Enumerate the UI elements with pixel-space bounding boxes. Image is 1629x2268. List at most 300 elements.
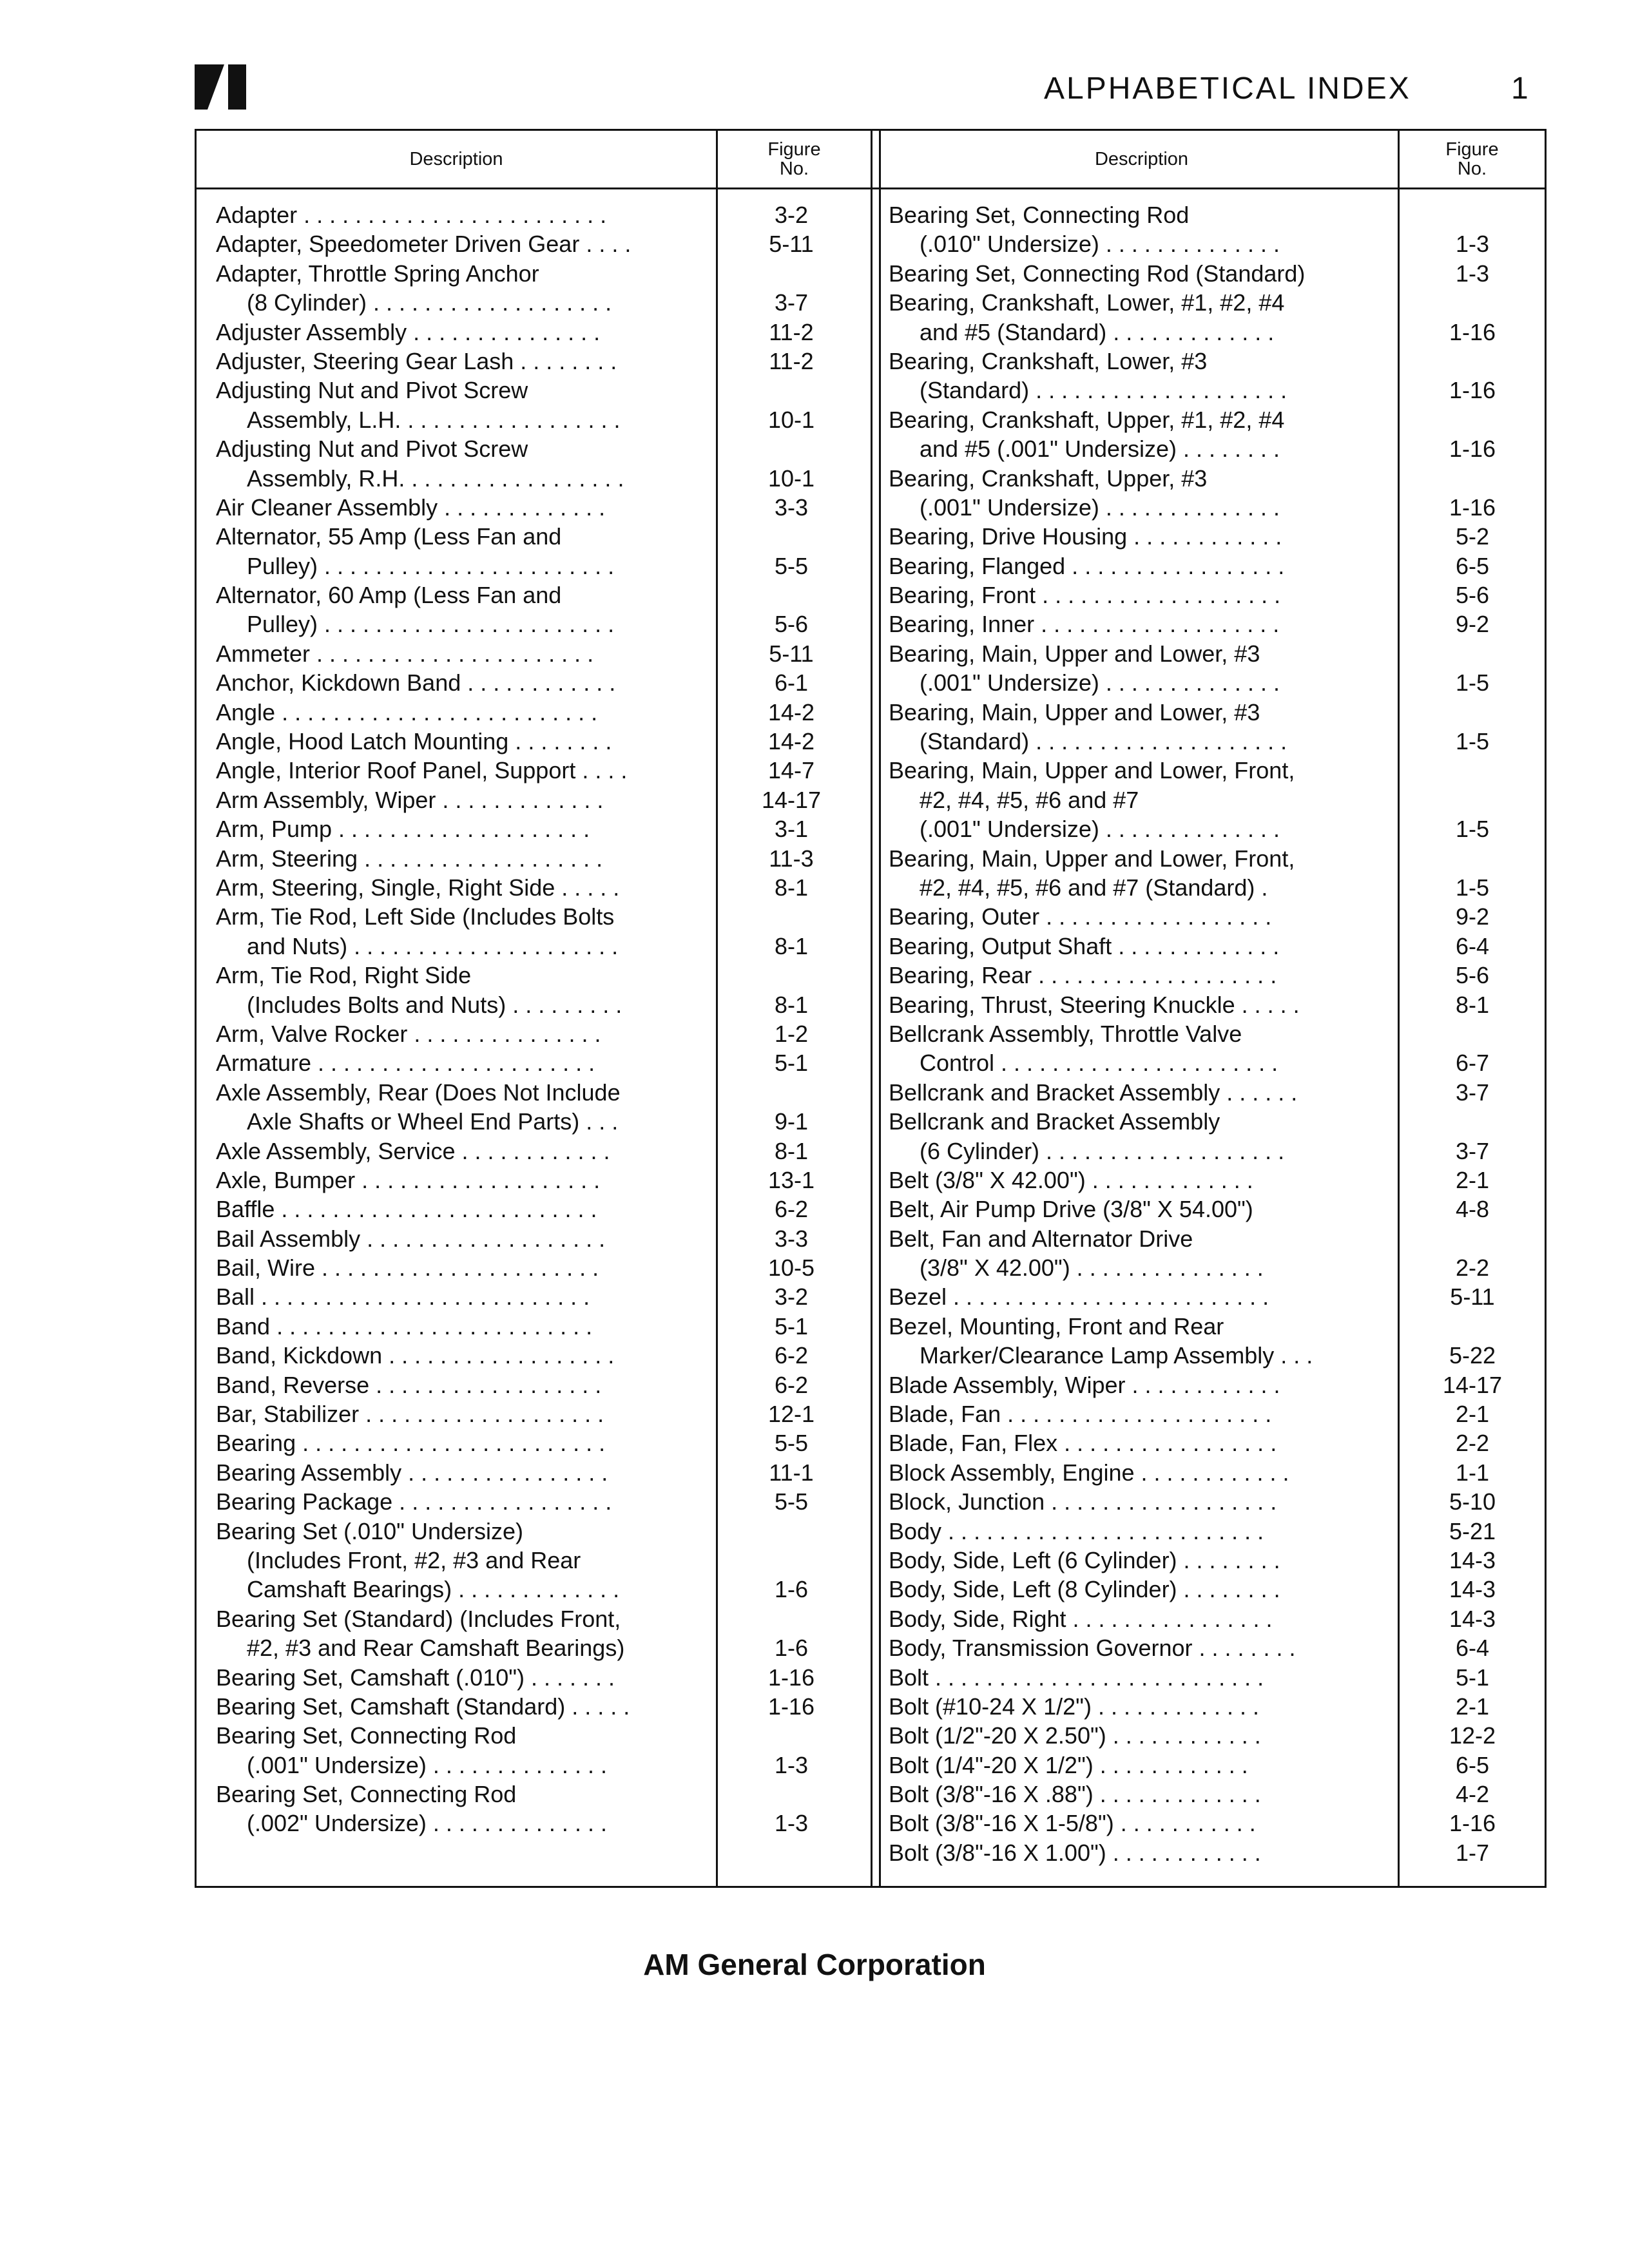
entry-figure-number: 5-11 (769, 231, 814, 258)
left-index-list (216, 200, 871, 1838)
entry-figure-number: 2-2 (1455, 1254, 1490, 1282)
left-figure-header: Figure No. (767, 139, 821, 179)
index-entry (889, 581, 1545, 610)
company-footer: AM General Corporation (643, 1948, 986, 1981)
entry-description: Body, Side, Left (8 Cylinder) . . . . . . . . (889, 1576, 1280, 1603)
entry-description: Body, Side, Right . . . . . . . . . . . . . . . . (889, 1605, 1273, 1632)
entry-figure-number: 4-2 (1455, 1781, 1490, 1808)
index-entry (216, 552, 871, 581)
entry-description: Arm, Steering, Single, Right Side . . . . . (216, 874, 620, 901)
entry-figure-number: 5-21 (1449, 1517, 1496, 1544)
entry-description: Bearing, Output Shaft . . . . . . . . . . . . . (889, 932, 1280, 959)
entry-description: Pulley) . . . . . . . . . . . . . . . . . . . . . . . (247, 552, 615, 579)
index-entry (889, 814, 1545, 843)
entry-description: Bearing, Thrust, Steering Knuckle . . . . . (889, 991, 1300, 1018)
index-entry (889, 1166, 1545, 1195)
entry-description: Blade Assembly, Wiper . . . . . . . . . . . . (889, 1371, 1280, 1398)
entry-description: Bolt (3/8"-16 X 1-5/8") . . . . . . . . . . . (889, 1810, 1256, 1837)
index-entry (216, 902, 871, 931)
entry-figure-number: 6-7 (1455, 1050, 1490, 1077)
entry-description: Blade, Fan . . . . . . . . . . . . . . . . . . . . . (889, 1401, 1272, 1428)
index-entry (889, 990, 1545, 1019)
entry-description: Arm, Pump . . . . . . . . . . . . . . . . . . . . (216, 816, 590, 843)
entry-description: Camshaft Bearings) . . . . . . . . . . . . . (247, 1576, 620, 1603)
index-entry (216, 785, 871, 814)
entry-description: Adjuster Assembly . . . . . . . . . . . . . . . (216, 318, 601, 345)
entry-description: Adjusting Nut and Pivot Screw (216, 377, 528, 404)
entry-figure-number: 1-16 (1449, 377, 1496, 404)
entry-description: (Includes Bolts and Nuts) . . . . . . . . . (247, 991, 622, 1018)
entry-figure-number: 5-6 (1455, 582, 1490, 609)
entry-description: Bezel . . . . . . . . . . . . . . . . . . . . . . . . . (889, 1283, 1269, 1311)
index-entry (889, 200, 1545, 229)
entry-figure-number: 11-1 (769, 1459, 814, 1486)
entry-figure-number: 8-1 (1455, 991, 1490, 1018)
entry-figure-number: 1-5 (1455, 728, 1490, 755)
index-entry (889, 961, 1545, 990)
entry-description: Bezel, Mounting, Front and Rear (889, 1312, 1224, 1340)
entry-description: Block Assembly, Engine . . . . . . . . . . . . (889, 1459, 1289, 1486)
entry-description: Angle . . . . . . . . . . . . . . . . . . . . . . . . . (216, 698, 598, 726)
entry-figure-number: 12-1 (767, 1401, 815, 1428)
entry-description: Bail, Wire . . . . . . . . . . . . . . . . . . . . . . (216, 1254, 599, 1282)
entry-figure-number: 2-1 (1455, 1693, 1490, 1720)
entry-description: Ball . . . . . . . . . . . . . . . . . . . . . . . . . . (216, 1283, 590, 1311)
index-entry (889, 1487, 1545, 1516)
entry-description: Baffle . . . . . . . . . . . . . . . . . . . . . . . . . (216, 1196, 597, 1223)
entry-figure-number: 1-3 (774, 1751, 809, 1778)
index-entry (889, 464, 1545, 493)
entry-description: and #5 (.001" Undersize) . . . . . . . . (920, 436, 1280, 463)
index-entry (216, 376, 871, 405)
entry-description: (6 Cylinder) . . . . . . . . . . . . . . . . . . . (920, 1137, 1285, 1164)
center-divider (871, 131, 881, 1886)
index-entry (216, 1633, 871, 1662)
entry-description: Blade, Fan, Flex . . . . . . . . . . . . . . . . . (889, 1430, 1277, 1457)
entry-description: Adapter, Speedometer Driven Gear . . . . (216, 231, 631, 258)
entry-description: and Nuts) . . . . . . . . . . . . . . . . . . . . . (247, 932, 619, 959)
index-entry (889, 493, 1545, 522)
index-entry (889, 522, 1545, 551)
index-entry (889, 1253, 1545, 1282)
entry-figure-number: 9-1 (774, 1108, 809, 1135)
entry-figure-number: 6-5 (1455, 552, 1490, 579)
entry-description: Body, Side, Left (6 Cylinder) . . . . . . . . (889, 1546, 1280, 1573)
entry-figure-number: 12-2 (1449, 1722, 1496, 1749)
entry-description: (Standard) . . . . . . . . . . . . . . . . . . . . (920, 728, 1287, 755)
index-entry (216, 347, 871, 376)
index-entry (889, 1809, 1545, 1838)
entry-description: Bellcrank and Bracket Assembly (889, 1108, 1220, 1135)
index-entry (216, 493, 871, 522)
index-entry (216, 318, 871, 347)
entry-description: (.001" Undersize) . . . . . . . . . . . . . . (920, 494, 1280, 521)
index-entry (889, 1458, 1545, 1487)
index-table (195, 129, 1547, 1888)
entry-description: Bearing Set, Connecting Rod (889, 202, 1190, 228)
entry-description: Bolt (3/8"-16 X 1.00") . . . . . . . . . . . . (889, 1839, 1261, 1866)
entry-figure-number: 6-2 (774, 1342, 809, 1369)
entry-figure-number: 1-16 (767, 1693, 815, 1720)
entry-description: Arm Assembly, Wiper . . . . . . . . . . . . . (216, 786, 604, 813)
entry-figure-number: 1-6 (774, 1576, 809, 1603)
index-entry (216, 990, 871, 1019)
entry-description: Bearing, Crankshaft, Lower, #3 (889, 347, 1208, 374)
index-entry (216, 1663, 871, 1692)
entry-description: Adjuster, Steering Gear Lash . . . . . . . . (216, 347, 617, 374)
index-entry (216, 1487, 871, 1516)
entry-figure-number: 8-1 (774, 932, 809, 959)
entry-description: (Includes Front, #2, #3 and Rear (247, 1546, 581, 1573)
entry-figure-number: 5-10 (1449, 1488, 1496, 1515)
entry-description: Adjusting Nut and Pivot Screw (216, 436, 528, 463)
entry-description: Bearing, Outer . . . . . . . . . . . . . . . . . . (889, 903, 1272, 930)
entry-figure-number: 11-3 (769, 845, 814, 872)
entry-figure-number: 1-2 (774, 1020, 809, 1047)
entry-figure-number: 1-1 (1455, 1459, 1490, 1486)
entry-description: Belt, Fan and Alternator Drive (889, 1225, 1193, 1252)
entry-figure-number: 5-2 (1455, 523, 1490, 550)
index-entry (216, 434, 871, 463)
index-entry (889, 288, 1545, 317)
entry-figure-number: 5-1 (774, 1050, 809, 1077)
entry-description: Bolt . . . . . . . . . . . . . . . . . . . . . . . . . . (889, 1664, 1264, 1691)
entry-figure-number: 6-5 (1455, 1751, 1490, 1778)
index-entry (889, 347, 1545, 376)
entry-figure-number: 14-17 (1442, 1371, 1503, 1398)
entry-figure-number: 1-5 (1455, 816, 1490, 843)
entry-figure-number: 6-1 (774, 669, 809, 697)
entry-figure-number: 5-1 (1455, 1664, 1490, 1691)
index-entry (216, 1692, 871, 1721)
entry-figure-number: 3-2 (774, 1283, 809, 1311)
entry-description: Assembly, R.H. . . . . . . . . . . . . . . . . . (247, 465, 624, 492)
entry-description: (.002" Undersize) . . . . . . . . . . . . . . (247, 1810, 607, 1837)
entry-description: Bearing, Crankshaft, Upper, #1, #2, #4 (889, 406, 1285, 433)
index-entry (216, 1721, 871, 1750)
left-description-header: Description (409, 148, 503, 169)
entry-description: Bearing Set, Camshaft (.010") . . . . . . . (216, 1664, 615, 1691)
entry-figure-number: 5-22 (1449, 1342, 1496, 1369)
entry-figure-number: 14-3 (1449, 1576, 1496, 1603)
index-entry (216, 581, 871, 610)
entry-description: Angle, Interior Roof Panel, Support . . . . (216, 757, 628, 784)
index-entry (216, 405, 871, 434)
index-entry (889, 902, 1545, 931)
entry-description: Bellcrank Assembly, Throttle Valve (889, 1020, 1242, 1047)
index-entry (889, 668, 1545, 697)
entry-description: Bearing, Main, Upper and Lower, #3 (889, 640, 1260, 667)
index-entry (889, 1107, 1545, 1136)
entry-description: #2, #4, #5, #6 and #7 (920, 786, 1139, 813)
entry-description: Belt, Air Pump Drive (3/8" X 54.00") (889, 1196, 1253, 1223)
entry-description: Bearing, Main, Upper and Lower, Front, (889, 757, 1295, 784)
entry-description: Bearing, Crankshaft, Upper, #3 (889, 465, 1208, 492)
index-entry (889, 1282, 1545, 1311)
index-entry (889, 1604, 1545, 1633)
index-entry (889, 1370, 1545, 1399)
entry-description: Marker/Clearance Lamp Assembly . . . (920, 1342, 1313, 1369)
index-entry (216, 1399, 871, 1428)
index-entry (216, 1604, 871, 1633)
entry-description: Bearing Set (.010" Undersize) (216, 1517, 524, 1544)
entry-figure-number: 5-5 (774, 1488, 809, 1515)
entry-description: Bearing, Flanged . . . . . . . . . . . . . . . . . (889, 552, 1285, 579)
index-entry (889, 376, 1545, 405)
index-entry (889, 405, 1545, 434)
entry-figure-number: 2-1 (1455, 1166, 1490, 1193)
entry-description: Bearing Set, Camshaft (Standard) . . . . . (216, 1693, 630, 1720)
index-entry (216, 961, 871, 990)
index-entry (889, 1019, 1545, 1048)
index-entry (889, 1838, 1545, 1867)
index-entry (216, 1458, 871, 1487)
index-entry (216, 1253, 871, 1282)
entry-description: Bearing Package . . . . . . . . . . . . . . . . . (216, 1488, 612, 1515)
entry-figure-number: 3-7 (774, 289, 809, 316)
entry-description: Bar, Stabilizer . . . . . . . . . . . . . . . . . . . (216, 1401, 604, 1428)
entry-description: Arm, Steering . . . . . . . . . . . . . . . . . . . (216, 845, 603, 872)
index-entry (216, 1107, 871, 1136)
entry-description: (.001" Undersize) . . . . . . . . . . . . . . (920, 669, 1280, 697)
entry-figure-number: 2-1 (1455, 1401, 1490, 1428)
entry-figure-number: 1-6 (774, 1635, 809, 1662)
index-entry (216, 873, 871, 902)
index-entry (889, 1224, 1545, 1253)
entry-figure-number: 2-2 (1455, 1430, 1490, 1457)
index-entry (889, 844, 1545, 873)
entry-description: Bearing Set, Connecting Rod (216, 1781, 517, 1808)
index-entry (216, 610, 871, 639)
entry-description: Angle, Hood Latch Mounting . . . . . . . . (216, 728, 612, 755)
entry-figure-number: 1-3 (774, 1810, 809, 1837)
entry-figure-number: 5-6 (1455, 962, 1490, 989)
entry-figure-number: 10-1 (767, 406, 815, 433)
index-entry (889, 1780, 1545, 1809)
entry-description: Band . . . . . . . . . . . . . . . . . . . . . . . . . (216, 1312, 593, 1340)
index-entry (216, 844, 871, 873)
entry-description: Bolt (#10-24 X 1/2") . . . . . . . . . . . . . (889, 1693, 1259, 1720)
index-entry (216, 1428, 871, 1457)
index-entry (889, 727, 1545, 756)
entry-description: Bellcrank and Bracket Assembly . . . . . . (889, 1079, 1298, 1106)
right-figure-header: Figure No. (1445, 139, 1499, 179)
entry-description: Bearing, Crankshaft, Lower, #1, #2, #4 (889, 289, 1285, 316)
entry-figure-number: 3-1 (774, 816, 809, 843)
entry-figure-number: 5-5 (774, 552, 809, 579)
index-entry (216, 1312, 871, 1341)
entry-description: Bolt (3/8"-16 X .88") . . . . . . . . . . . . . (889, 1781, 1261, 1808)
index-entry (216, 288, 871, 317)
index-entry (216, 522, 871, 551)
entry-figure-number: 5-1 (774, 1312, 809, 1340)
entry-figure-number: 14-2 (767, 728, 815, 755)
entry-figure-number: 5-11 (1450, 1283, 1495, 1311)
index-entry (216, 698, 871, 727)
entry-description: Adapter, Throttle Spring Anchor (216, 260, 539, 287)
entry-figure-number: 11-2 (769, 347, 814, 374)
entry-description: Arm, Tie Rod, Right Side (216, 962, 472, 989)
index-entry (216, 1137, 871, 1166)
entry-figure-number: 14-7 (767, 757, 815, 784)
entry-description: and #5 (Standard) . . . . . . . . . . . . . (920, 318, 1275, 345)
entry-figure-number: 3-3 (774, 1225, 809, 1252)
index-entry (216, 1517, 871, 1546)
entry-figure-number: 3-7 (1455, 1079, 1490, 1106)
index-entry (889, 1399, 1545, 1428)
index-entry (889, 1692, 1545, 1721)
entry-figure-number: 3-3 (774, 494, 809, 521)
entry-description: (8 Cylinder) . . . . . . . . . . . . . . . . . . . (247, 289, 612, 316)
entry-figure-number: 6-4 (1455, 1635, 1490, 1662)
entry-description: Axle, Bumper . . . . . . . . . . . . . . . . . . . (216, 1166, 601, 1193)
index-entry (889, 639, 1545, 668)
index-entry (889, 259, 1545, 288)
entry-description: Armature . . . . . . . . . . . . . . . . . . . . . . (216, 1050, 595, 1077)
entry-description: Ammeter . . . . . . . . . . . . . . . . . . . . . . (216, 640, 594, 667)
entry-figure-number: 5-5 (774, 1430, 809, 1457)
entry-description: (.001" Undersize) . . . . . . . . . . . . . . (247, 1751, 607, 1778)
entry-figure-number: 1-5 (1455, 669, 1490, 697)
entry-figure-number: 4-8 (1455, 1196, 1490, 1223)
entry-description: Bail Assembly . . . . . . . . . . . . . . . . . . . (216, 1225, 606, 1252)
entry-figure-number: 5-6 (774, 611, 809, 638)
entry-description: Adapter . . . . . . . . . . . . . . . . . . . . . . . . (216, 202, 607, 228)
index-entry (889, 756, 1545, 785)
entry-figure-number: 14-3 (1449, 1546, 1496, 1573)
index-entry (216, 639, 871, 668)
entry-figure-number: 5-11 (769, 640, 814, 667)
index-entry (216, 1370, 871, 1399)
index-entry (889, 785, 1545, 814)
index-entry (216, 814, 871, 843)
index-entry (216, 1195, 871, 1224)
entry-figure-number: 3-7 (1455, 1137, 1490, 1164)
index-entry (889, 1341, 1545, 1370)
index-entry (216, 1048, 871, 1077)
index-entry (889, 1751, 1545, 1780)
index-entry (216, 200, 871, 229)
entry-figure-number: 10-1 (767, 465, 815, 492)
entry-figure-number: 1-16 (1449, 494, 1496, 521)
index-entry (216, 1809, 871, 1838)
entry-description: Axle Assembly, Rear (Does Not Include (216, 1079, 621, 1106)
index-entry (889, 1428, 1545, 1457)
index-entry (216, 668, 871, 697)
entry-figure-number: 10-5 (767, 1254, 815, 1282)
index-entry (889, 1048, 1545, 1077)
entry-figure-number: 13-1 (767, 1166, 815, 1193)
index-entry (216, 1780, 871, 1809)
index-entry (216, 756, 871, 785)
index-entry (889, 1078, 1545, 1107)
index-entry (889, 1195, 1545, 1224)
entry-description: Bearing, Front . . . . . . . . . . . . . . . . . . . (889, 582, 1281, 609)
entry-description: Assembly, L.H. . . . . . . . . . . . . . . . . . (247, 406, 621, 433)
entry-figure-number: 1-16 (1449, 436, 1496, 463)
entry-description: Band, Kickdown . . . . . . . . . . . . . . . . . . (216, 1342, 615, 1369)
entry-description: Bearing, Main, Upper and Lower, #3 (889, 698, 1260, 726)
index-entry (216, 1751, 871, 1780)
entry-description: Alternator, 60 Amp (Less Fan and (216, 582, 562, 609)
entry-figure-number: 6-4 (1455, 932, 1490, 959)
index-entry (889, 873, 1545, 902)
index-entry (889, 932, 1545, 961)
index-entry (889, 318, 1545, 347)
entry-figure-number: 8-1 (774, 874, 809, 901)
am-general-logo-icon (195, 64, 247, 110)
entry-description: Block, Junction . . . . . . . . . . . . . . . . . . (889, 1488, 1277, 1515)
entry-figure-number: 9-2 (1455, 903, 1490, 930)
entry-description: Pulley) . . . . . . . . . . . . . . . . . . . . . . . (247, 611, 615, 638)
entry-figure-number: 11-2 (769, 318, 814, 345)
index-entry (889, 1633, 1545, 1662)
entry-description: Bearing Set, Connecting Rod (216, 1722, 517, 1749)
index-entry (889, 1312, 1545, 1341)
index-entry (216, 259, 871, 288)
index-entry (216, 1019, 871, 1048)
entry-description: (.010" Undersize) . . . . . . . . . . . . . . (920, 231, 1280, 258)
entry-description: Bearing, Inner . . . . . . . . . . . . . . . . . . . (889, 611, 1280, 638)
entry-figure-number: 6-2 (774, 1196, 809, 1223)
index-entry (216, 1341, 871, 1370)
index-entry (216, 1224, 871, 1253)
entry-description: Axle Assembly, Service . . . . . . . . . . . . (216, 1137, 610, 1164)
entry-description: Arm, Tie Rod, Left Side (Includes Bolts (216, 903, 615, 930)
index-entry (889, 698, 1545, 727)
entry-description: #2, #3 and Rear Camshaft Bearings) (247, 1635, 625, 1662)
page-number: 1 (1511, 72, 1528, 106)
entry-description: Bearing, Main, Upper and Lower, Front, (889, 845, 1295, 872)
index-entry (889, 552, 1545, 581)
entry-description: Alternator, 55 Amp (Less Fan and (216, 523, 562, 550)
entry-description: Bearing, Rear . . . . . . . . . . . . . . . . . . . (889, 962, 1277, 989)
entry-description: Anchor, Kickdown Band . . . . . . . . . . . . (216, 669, 616, 697)
entry-description: Bearing Set, Connecting Rod (Standard) (889, 260, 1306, 287)
index-entry (889, 1663, 1545, 1692)
entry-description: Bearing Assembly . . . . . . . . . . . . . . . . (216, 1459, 608, 1486)
entry-description: #2, #4, #5, #6 and #7 (Standard) . (920, 874, 1268, 901)
index-entry (216, 1282, 871, 1311)
entry-figure-number: 14-2 (767, 698, 815, 726)
entry-description: Band, Reverse . . . . . . . . . . . . . . . . . . (216, 1371, 602, 1398)
index-entry (889, 1546, 1545, 1575)
entry-figure-number: 1-16 (767, 1664, 815, 1691)
index-entry (216, 1575, 871, 1604)
entry-figure-number: 1-7 (1455, 1839, 1490, 1866)
entry-description: Axle Shafts or Wheel End Parts) . . . (247, 1108, 619, 1135)
index-entry (216, 727, 871, 756)
index-entry (889, 1517, 1545, 1546)
entry-description: (Standard) . . . . . . . . . . . . . . . . . . . . (920, 377, 1287, 404)
entry-figure-number: 8-1 (774, 1137, 809, 1164)
index-entry (216, 464, 871, 493)
entry-description: (3/8" X 42.00") . . . . . . . . . . . . . . . (920, 1254, 1264, 1282)
index-entry (889, 229, 1545, 258)
index-entry (889, 1137, 1545, 1166)
right-description-header: Description (1094, 148, 1189, 169)
right-index-list (889, 200, 1545, 1867)
entry-figure-number: 1-3 (1455, 260, 1490, 287)
index-entry (889, 434, 1545, 463)
index-entry (889, 1575, 1545, 1604)
index-entry (216, 1166, 871, 1195)
index-entry (216, 1546, 871, 1575)
entry-description: (.001" Undersize) . . . . . . . . . . . . . . (920, 816, 1280, 843)
entry-description: Air Cleaner Assembly . . . . . . . . . . . . . (216, 494, 606, 521)
entry-figure-number: 9-2 (1455, 611, 1490, 638)
entry-description: Bearing, Drive Housing . . . . . . . . . . . . (889, 523, 1282, 550)
